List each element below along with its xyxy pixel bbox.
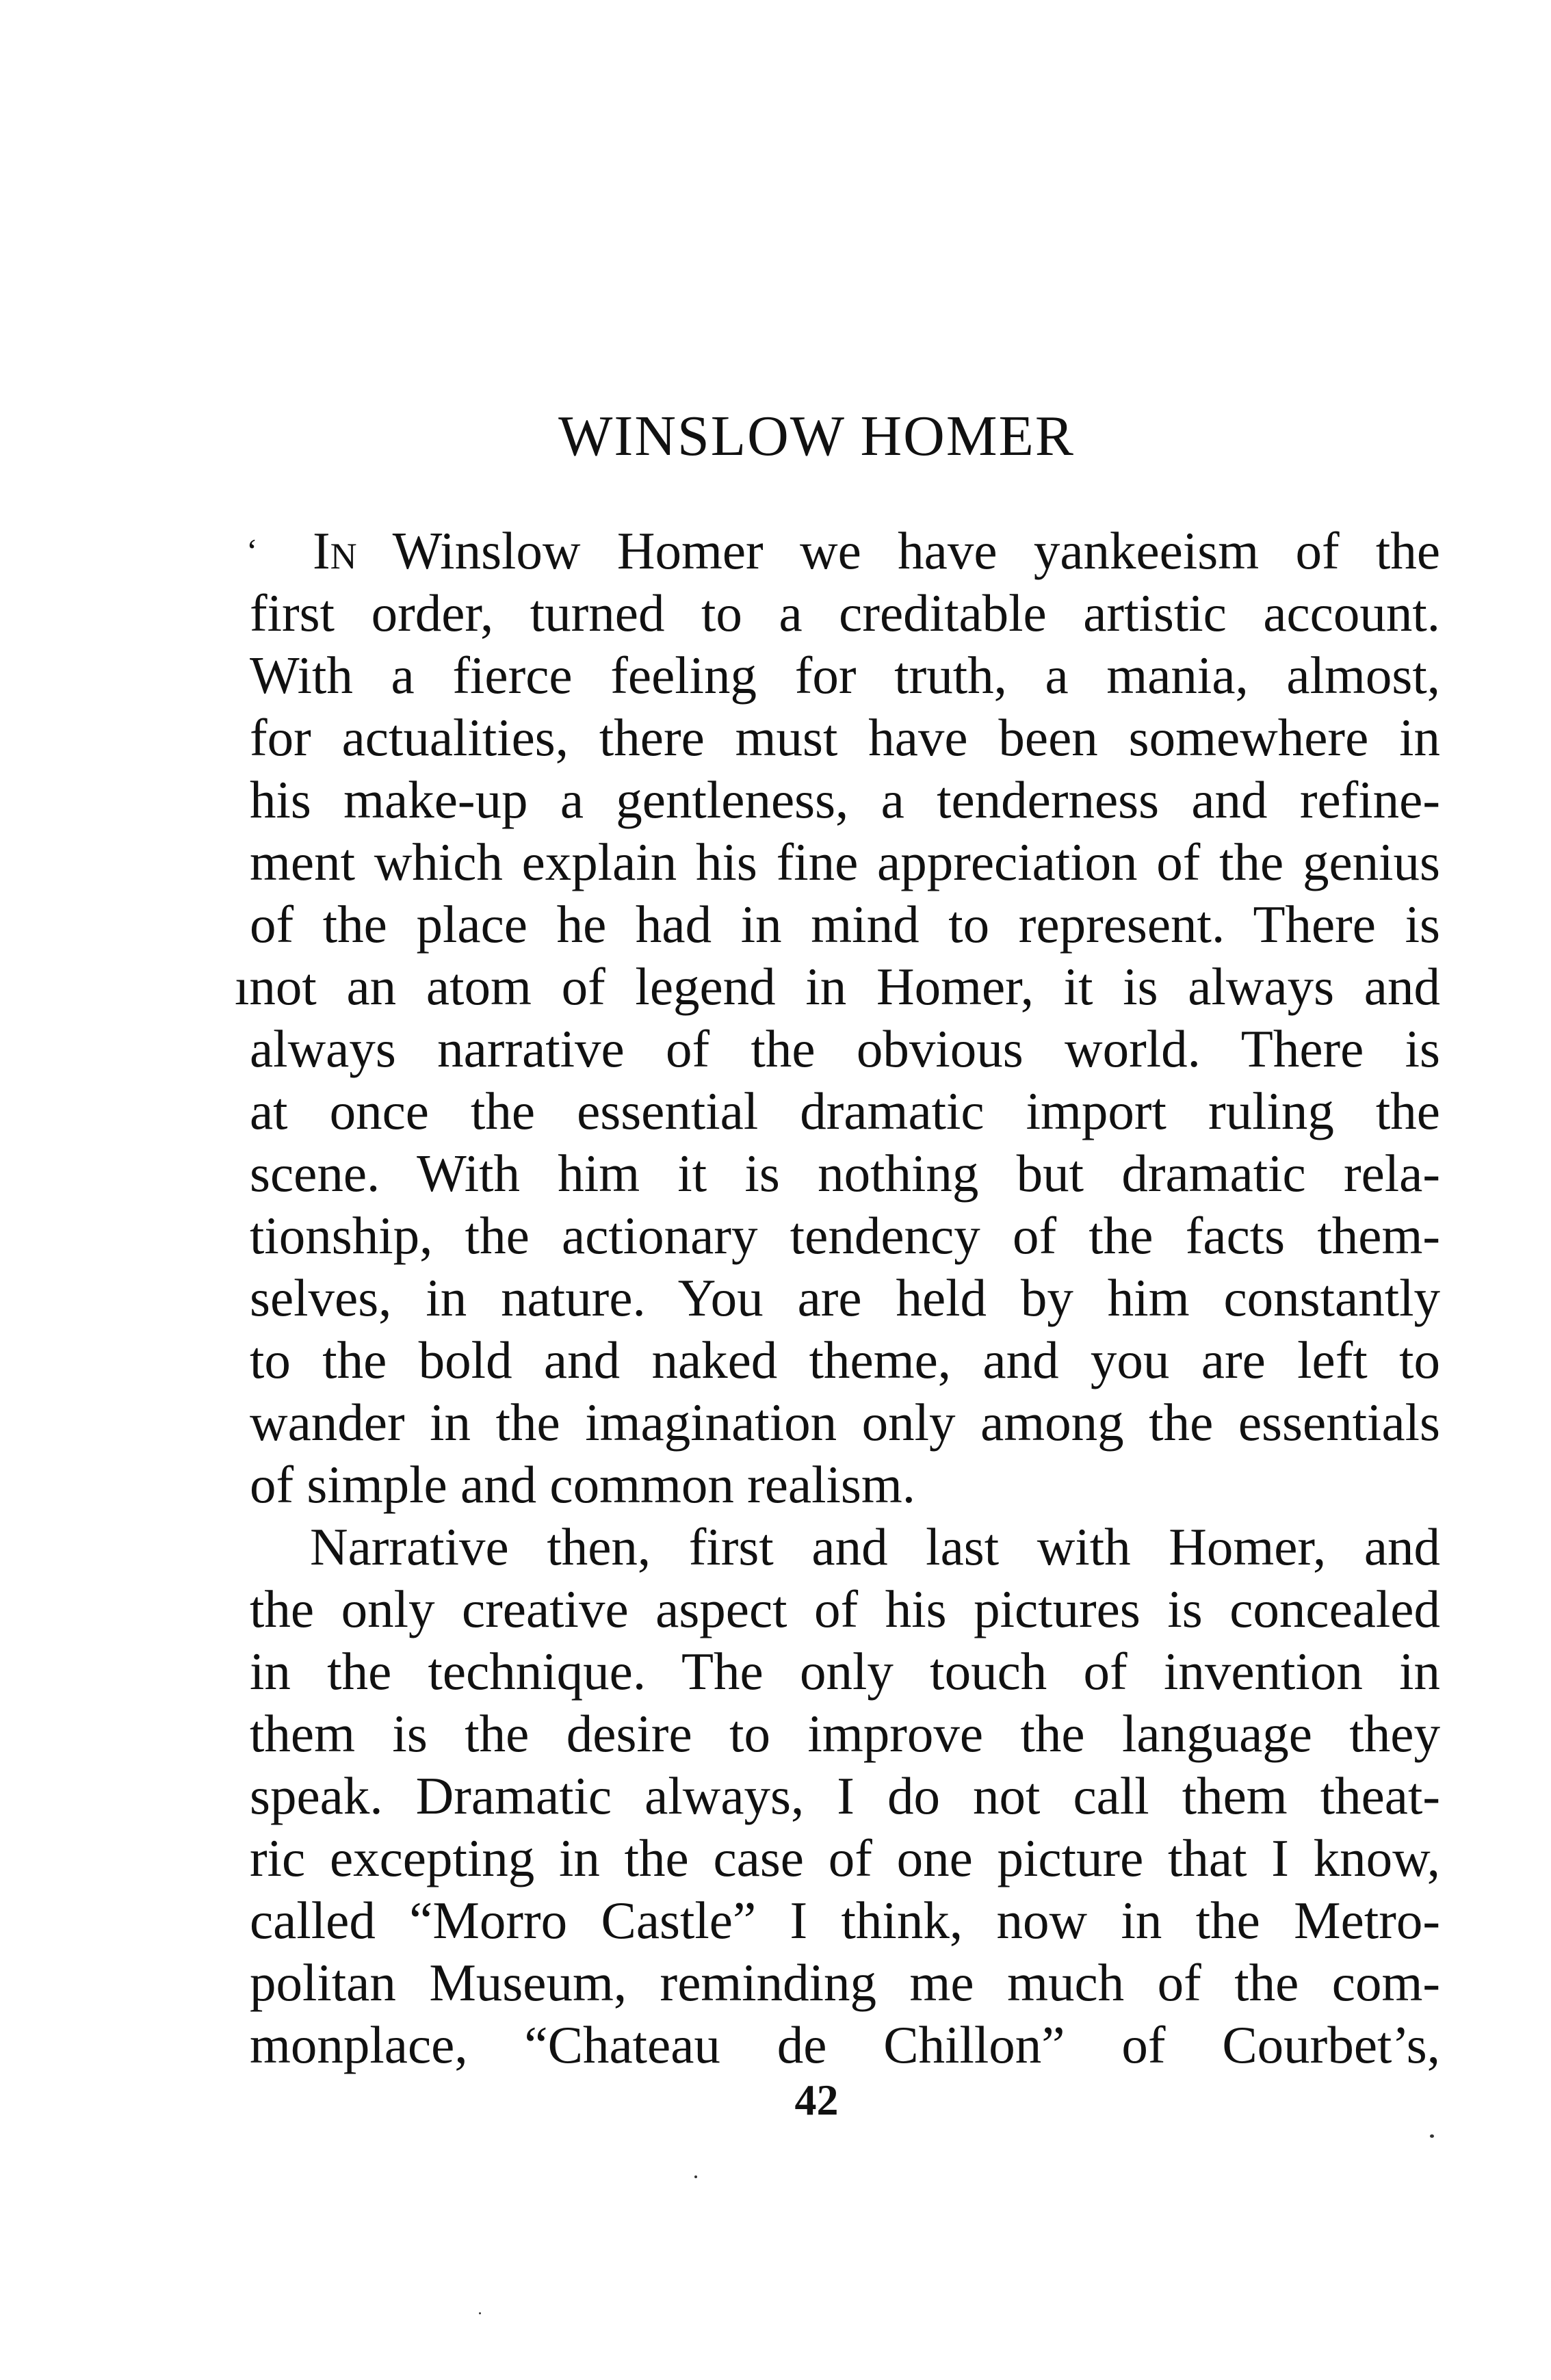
text-line: tionship, the actionary tendency of the facts them- bbox=[250, 1206, 1440, 1265]
paragraph-1 bbox=[235, 520, 1440, 1516]
text-line: of the place he had in mind to represent. There is bbox=[250, 895, 1440, 954]
text-line: ınot an atom of legend in Homer, it is always and bbox=[235, 957, 1440, 1016]
text-line: politan Museum, reminding me much of the com- bbox=[250, 1953, 1440, 2012]
text-line: selves, in nature. You are held by him constantly bbox=[250, 1268, 1440, 1327]
text-line: scene. With him it is nothing but dramatic rela- bbox=[250, 1144, 1440, 1203]
text-line: to the bold and naked theme, and you are left to bbox=[250, 1331, 1440, 1389]
page-number: 42 bbox=[794, 2076, 839, 2124]
text-line: monplace, “Chateau de Chillon” of Courbet’s, bbox=[250, 2015, 1440, 2074]
text-line: ric excepting in the case of one picture that I know, bbox=[250, 1829, 1440, 1887]
ink-speck bbox=[479, 2312, 481, 2314]
text-line: wander in the imagination only among the essentials bbox=[250, 1393, 1440, 1452]
opening-word: In bbox=[313, 521, 357, 580]
text-line: the only creative aspect of his pictures is concealed bbox=[250, 1580, 1440, 1638]
text-line: them is the desire to improve the language they bbox=[250, 1704, 1440, 1763]
first-line-rest: Winslow Homer we have yankeeism of the bbox=[356, 521, 1440, 580]
paragraph-1-first-line bbox=[229, 520, 1440, 582]
text-line: his make-up a gentleness, a tenderness and refine- bbox=[250, 770, 1440, 829]
ink-speck bbox=[694, 2175, 697, 2178]
text-line: speak. Dramatic always, I do not call them theat- bbox=[250, 1766, 1440, 1825]
text-line: in the technique. The only touch of invention in bbox=[250, 1642, 1440, 1701]
paragraph-2 bbox=[250, 1516, 1440, 2076]
text-line: Narrative then, first and last with Homer, and bbox=[310, 1517, 1440, 1576]
lead-marker: ʻ bbox=[246, 532, 258, 570]
body-text bbox=[235, 520, 1440, 2076]
text-line: always narrative of the obvious world. There is bbox=[250, 1019, 1440, 1078]
text-line: first order, turned to a creditable artistic account. bbox=[250, 584, 1440, 642]
text-line: of simple and common realism. bbox=[250, 1455, 915, 1514]
ink-speck bbox=[1430, 2134, 1434, 2138]
text-line: called “Morro Castle” I think, now in the Metro- bbox=[250, 1891, 1440, 1950]
text-line: ment which explain his fine appreciation of the genius bbox=[250, 833, 1440, 891]
running-title: WINSLOW HOMER bbox=[558, 404, 1075, 468]
text-line: With a fierce feeling for truth, a mania, almost, bbox=[250, 646, 1440, 705]
text-line: at once the essential dramatic import ruling the bbox=[250, 1082, 1440, 1140]
text-line: for actualities, there must have been somewhere in bbox=[250, 708, 1440, 767]
